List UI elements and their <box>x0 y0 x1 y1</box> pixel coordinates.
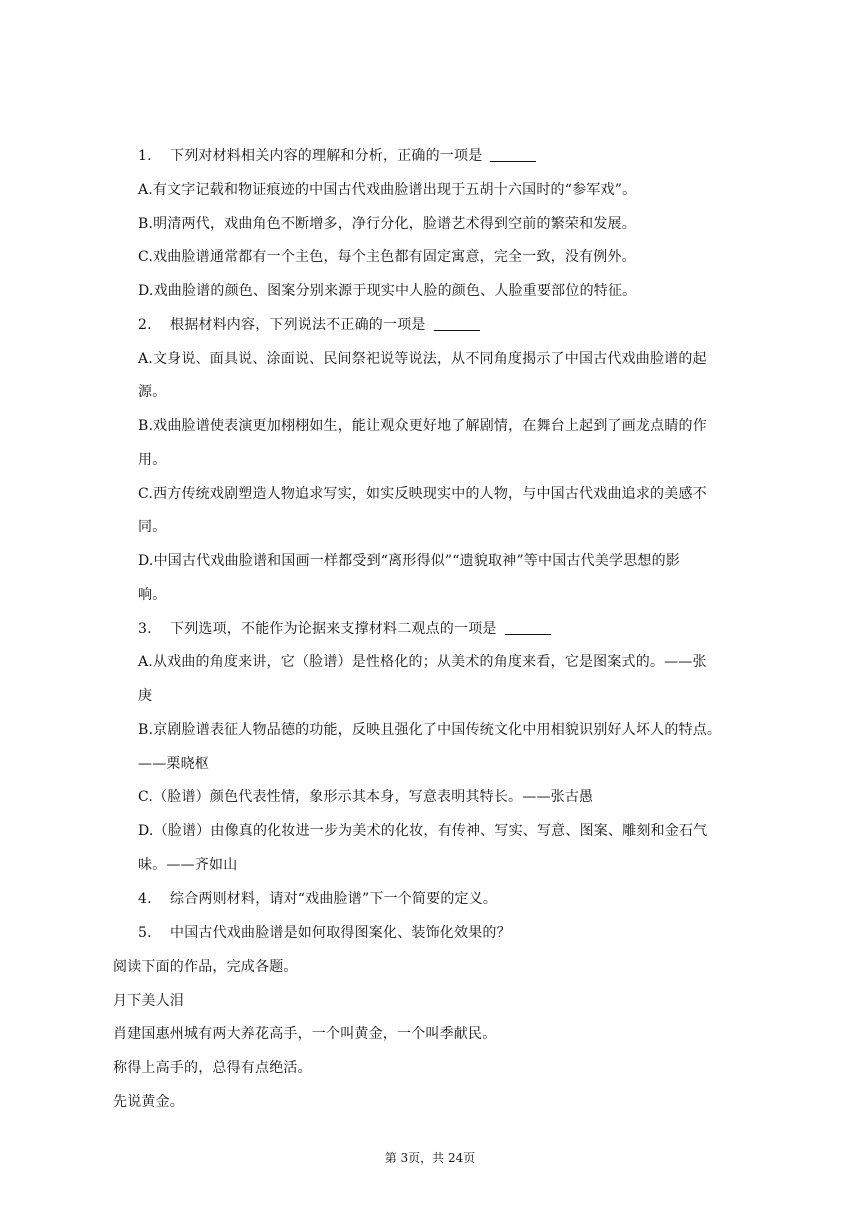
question-1-stem <box>138 146 536 166</box>
question-2-stem <box>138 315 480 335</box>
reading-paragraph: 肖建国惠州城有两大养花高手，一个叫黄金，一个叫季献民。 <box>113 1026 497 1042</box>
page-footer: 第 3页，共 24页 <box>384 1151 476 1165</box>
option-text: C.（脸谱）颜色代表性情，象形示其本身，写意表明其特长。——张古愚 <box>138 789 594 805</box>
answer-blank <box>434 316 480 331</box>
option-text-continued: 庚 <box>138 688 153 704</box>
option-text: C.戏曲脸谱通常都有一个主色，每个主色都有固定寓意，完全一致，没有例外。 <box>138 249 636 265</box>
option-text: A.文身说、面具说、涂面说、民间祭祀说等说法，从不同角度揭示了中国古代戏曲脸谱的起 <box>138 351 707 367</box>
option-text-continued: ——栗晓枢 <box>138 756 209 772</box>
option-text-continued: 源。 <box>138 384 167 400</box>
question-text: 下列对材料相关内容的理解和分析，正确的一项是 <box>170 148 483 164</box>
question-text: 综合两则材料，请对“戏曲脸谱”下一个简要的定义。 <box>170 891 498 907</box>
question-3-stem <box>138 619 551 639</box>
question-number: 3. <box>138 621 152 637</box>
question-4-stem <box>138 889 497 909</box>
question-number: 4. <box>138 891 152 907</box>
option-text: B.戏曲脸谱使表演更加栩栩如生，能让观众更好地了解剧情，在舞台上起到了画龙点睛的作 <box>138 418 707 434</box>
option-text-continued: 用。 <box>138 452 167 468</box>
question-number: 1. <box>138 148 152 164</box>
answer-blank <box>490 147 536 162</box>
question-text: 根据材料内容，下列说法不正确的一项是 <box>170 317 426 333</box>
option-text: D.戏曲脸谱的颜色、图案分别来源于现实中人脸的颜色、人脸重要部位的特征。 <box>138 283 637 299</box>
option-text: D.（脸谱）由像真的化妆进一步为美术的化妆，有传神、写实、写意、图案、雕刻和金石气 <box>138 823 708 839</box>
reading-paragraph: 先说黄金。 <box>113 1094 184 1110</box>
option-text: D.中国古代戏曲脸谱和国画一样都受到“离形得似”“遗貌取神”等中国古代美学思想的影 <box>138 553 681 569</box>
reading-instruction: 阅读下面的作品，完成各题。 <box>113 959 298 975</box>
option-text-continued: 同。 <box>138 519 167 535</box>
question-text: 中国古代戏曲脸谱是如何取得图案化、装饰化效果的？ <box>170 925 511 941</box>
option-text: C.西方传统戏剧塑造人物追求写实，如实反映现实中的人物，与中国古代戏曲追求的美感不 <box>138 486 707 502</box>
question-number: 2. <box>138 317 152 333</box>
reading-title: 月下美人泪 <box>113 993 184 1009</box>
question-number: 5. <box>138 925 152 941</box>
option-text-continued: 响。 <box>138 587 167 603</box>
option-text: B.明清两代，戏曲角色不断增多，净行分化，脸谱艺术得到空前的繁荣和发展。 <box>138 216 636 232</box>
option-text: A.从戏曲的角度来讲，它（脸谱）是性格化的；从美术的角度来看，它是图案式的。——张 <box>138 654 707 670</box>
option-text-continued: 味。——齐如山 <box>138 857 238 873</box>
answer-blank <box>505 620 551 635</box>
question-5-stem <box>138 923 511 943</box>
question-text: 下列选项，不能作为论据来支撑材料二观点的一项是 <box>170 621 497 637</box>
option-text: B.京剧脸谱表征人物品德的功能，反映且强化了中国传统文化中用相貌识别好人坏人的特点。 <box>138 722 722 738</box>
option-text: A.有文字记载和物证痕迹的中国古代戏曲脸谱出现于五胡十六国时的“参军戏”。 <box>138 182 637 198</box>
reading-paragraph: 称得上高手的，总得有点绝活。 <box>113 1060 312 1076</box>
